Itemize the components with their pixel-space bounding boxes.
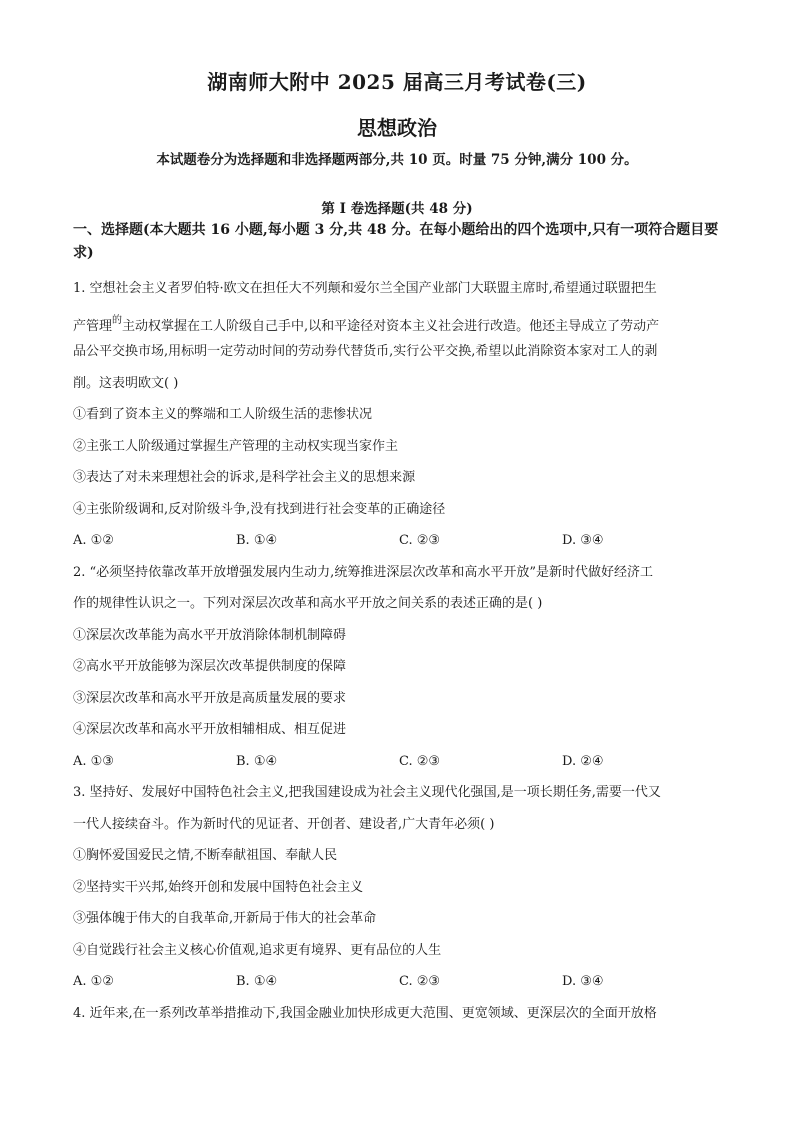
question-stem-line: 1. 空想社会主义者罗伯特·欧文在担任大不列颠和爱尔兰全国产业部门大联盟主席时,希望通过联盟把生 bbox=[73, 281, 657, 296]
question-3 bbox=[73, 777, 725, 998]
statement: ①胸怀爱国爱民之情,不断奉献祖国、奉献人民 bbox=[73, 848, 338, 863]
option-a[interactable]: A. ①③ bbox=[73, 753, 114, 769]
option-b[interactable]: B. ①④ bbox=[236, 974, 278, 989]
exam-title: 湖南师大附中 2025 届高三月考试卷(三) bbox=[207, 70, 587, 94]
question-stem-line: 4. 近年来,在一系列改革举措推动下,我国金融业加快形成更大范围、更宽领域、更深层次的全面开放格 bbox=[73, 1005, 657, 1021]
option-c[interactable]: C. ②③ bbox=[399, 753, 441, 769]
question-list bbox=[73, 273, 725, 1029]
question-1 bbox=[73, 273, 725, 557]
exam-subject: 思想政治 bbox=[357, 116, 437, 140]
statement: ③深层次改革和高水平开放是高质量发展的要求 bbox=[73, 690, 347, 706]
question-stem-line: 削。这表明欧文( ) bbox=[73, 375, 179, 391]
question-stem-line: 作的规律性认识之一。下列对深层次改革和高水平开放之间关系的表述正确的是( ) bbox=[73, 596, 543, 611]
question-2 bbox=[73, 557, 725, 778]
option-c[interactable]: C. ②③ bbox=[399, 974, 441, 989]
statement: ②坚持实干兴邦,始终开创和发展中国特色社会主义 bbox=[73, 879, 364, 895]
question-stem-line bbox=[73, 305, 725, 337]
statement: ①看到了资本主义的弊端和工人阶级生活的悲惨状况 bbox=[73, 407, 373, 422]
question-stem-line: 2. “必须坚持依靠改革开放增强发展内生动力,统筹推进深层次改革和高水平开放”是新时代做好经济工 bbox=[73, 564, 653, 580]
exam-instructions: 本试题卷分为选择题和非选择题两部分,共 10 页。时量 75 分钟,满分 100 分。 bbox=[156, 152, 638, 168]
option-b[interactable]: B. ①④ bbox=[236, 533, 278, 548]
answer-options bbox=[73, 746, 725, 778]
statement: ④主张阶级调和,反对阶级斗争,没有找到进行社会变革的正确途径 bbox=[73, 501, 446, 517]
option-d[interactable]: D. ②④ bbox=[562, 753, 604, 769]
superscript-mark: 的 bbox=[112, 314, 123, 326]
statement: ②高水平开放能够为深层次改革提供制度的保障 bbox=[73, 659, 347, 674]
option-a[interactable]: A. ①② bbox=[73, 533, 114, 548]
question-stem-line: 一代人接续奋斗。作为新时代的见证者、开创者、建设者,广大青年必须( ) bbox=[73, 816, 495, 832]
statement: ①深层次改革能为高水平开放消除体制机制障碍 bbox=[73, 627, 347, 643]
question-stem-fragment: 产管理 bbox=[73, 318, 113, 334]
statement: ④深层次改革和高水平开放相辅相成、相互促进 bbox=[73, 722, 347, 737]
option-a[interactable]: A. ①② bbox=[73, 974, 114, 989]
section-heading: 一、选择题(本大题共 16 小题,每小题 3 分,共 48 分。在每小题给出的四个选项中,只有一项符合题目要求) bbox=[73, 222, 719, 261]
statement: ④自觉践行社会主义核心价值观,追求更有境界、更有品位的人生 bbox=[73, 942, 442, 958]
question-stem-line: 品公平交换市场,用标明一定劳动时间的劳动券代替货币,实行公平交换,希望以此消除资本家对工人的剥 bbox=[73, 344, 658, 359]
question-4 bbox=[73, 998, 725, 1030]
option-d[interactable]: D. ③④ bbox=[562, 974, 604, 989]
answer-options bbox=[73, 525, 725, 557]
question-stem-fragment: 主动权掌握在工人阶级自己手中,以和平途径对资本主义社会进行改造。他还主导成立了劳动产 bbox=[122, 318, 660, 334]
answer-options bbox=[73, 966, 725, 998]
option-c[interactable]: C. ②③ bbox=[399, 533, 441, 548]
statement: ③强体魄于伟大的自我革命,开新局于伟大的社会革命 bbox=[73, 911, 377, 926]
statement: ③表达了对未来理想社会的诉求,是科学社会主义的思想来源 bbox=[73, 470, 416, 485]
part1-heading: 第 I 卷选择题(共 48 分) bbox=[321, 201, 473, 217]
statement: ②主张工人阶级通过掌握生产管理的主动权实现当家作主 bbox=[73, 438, 399, 454]
option-d[interactable]: D. ③④ bbox=[562, 533, 604, 548]
option-b[interactable]: B. ①④ bbox=[236, 753, 278, 769]
question-stem-line: 3. 坚持好、发展好中国特色社会主义,把我国建设成为社会主义现代化强国,是一项长期任务,需要一代又 bbox=[73, 785, 661, 800]
